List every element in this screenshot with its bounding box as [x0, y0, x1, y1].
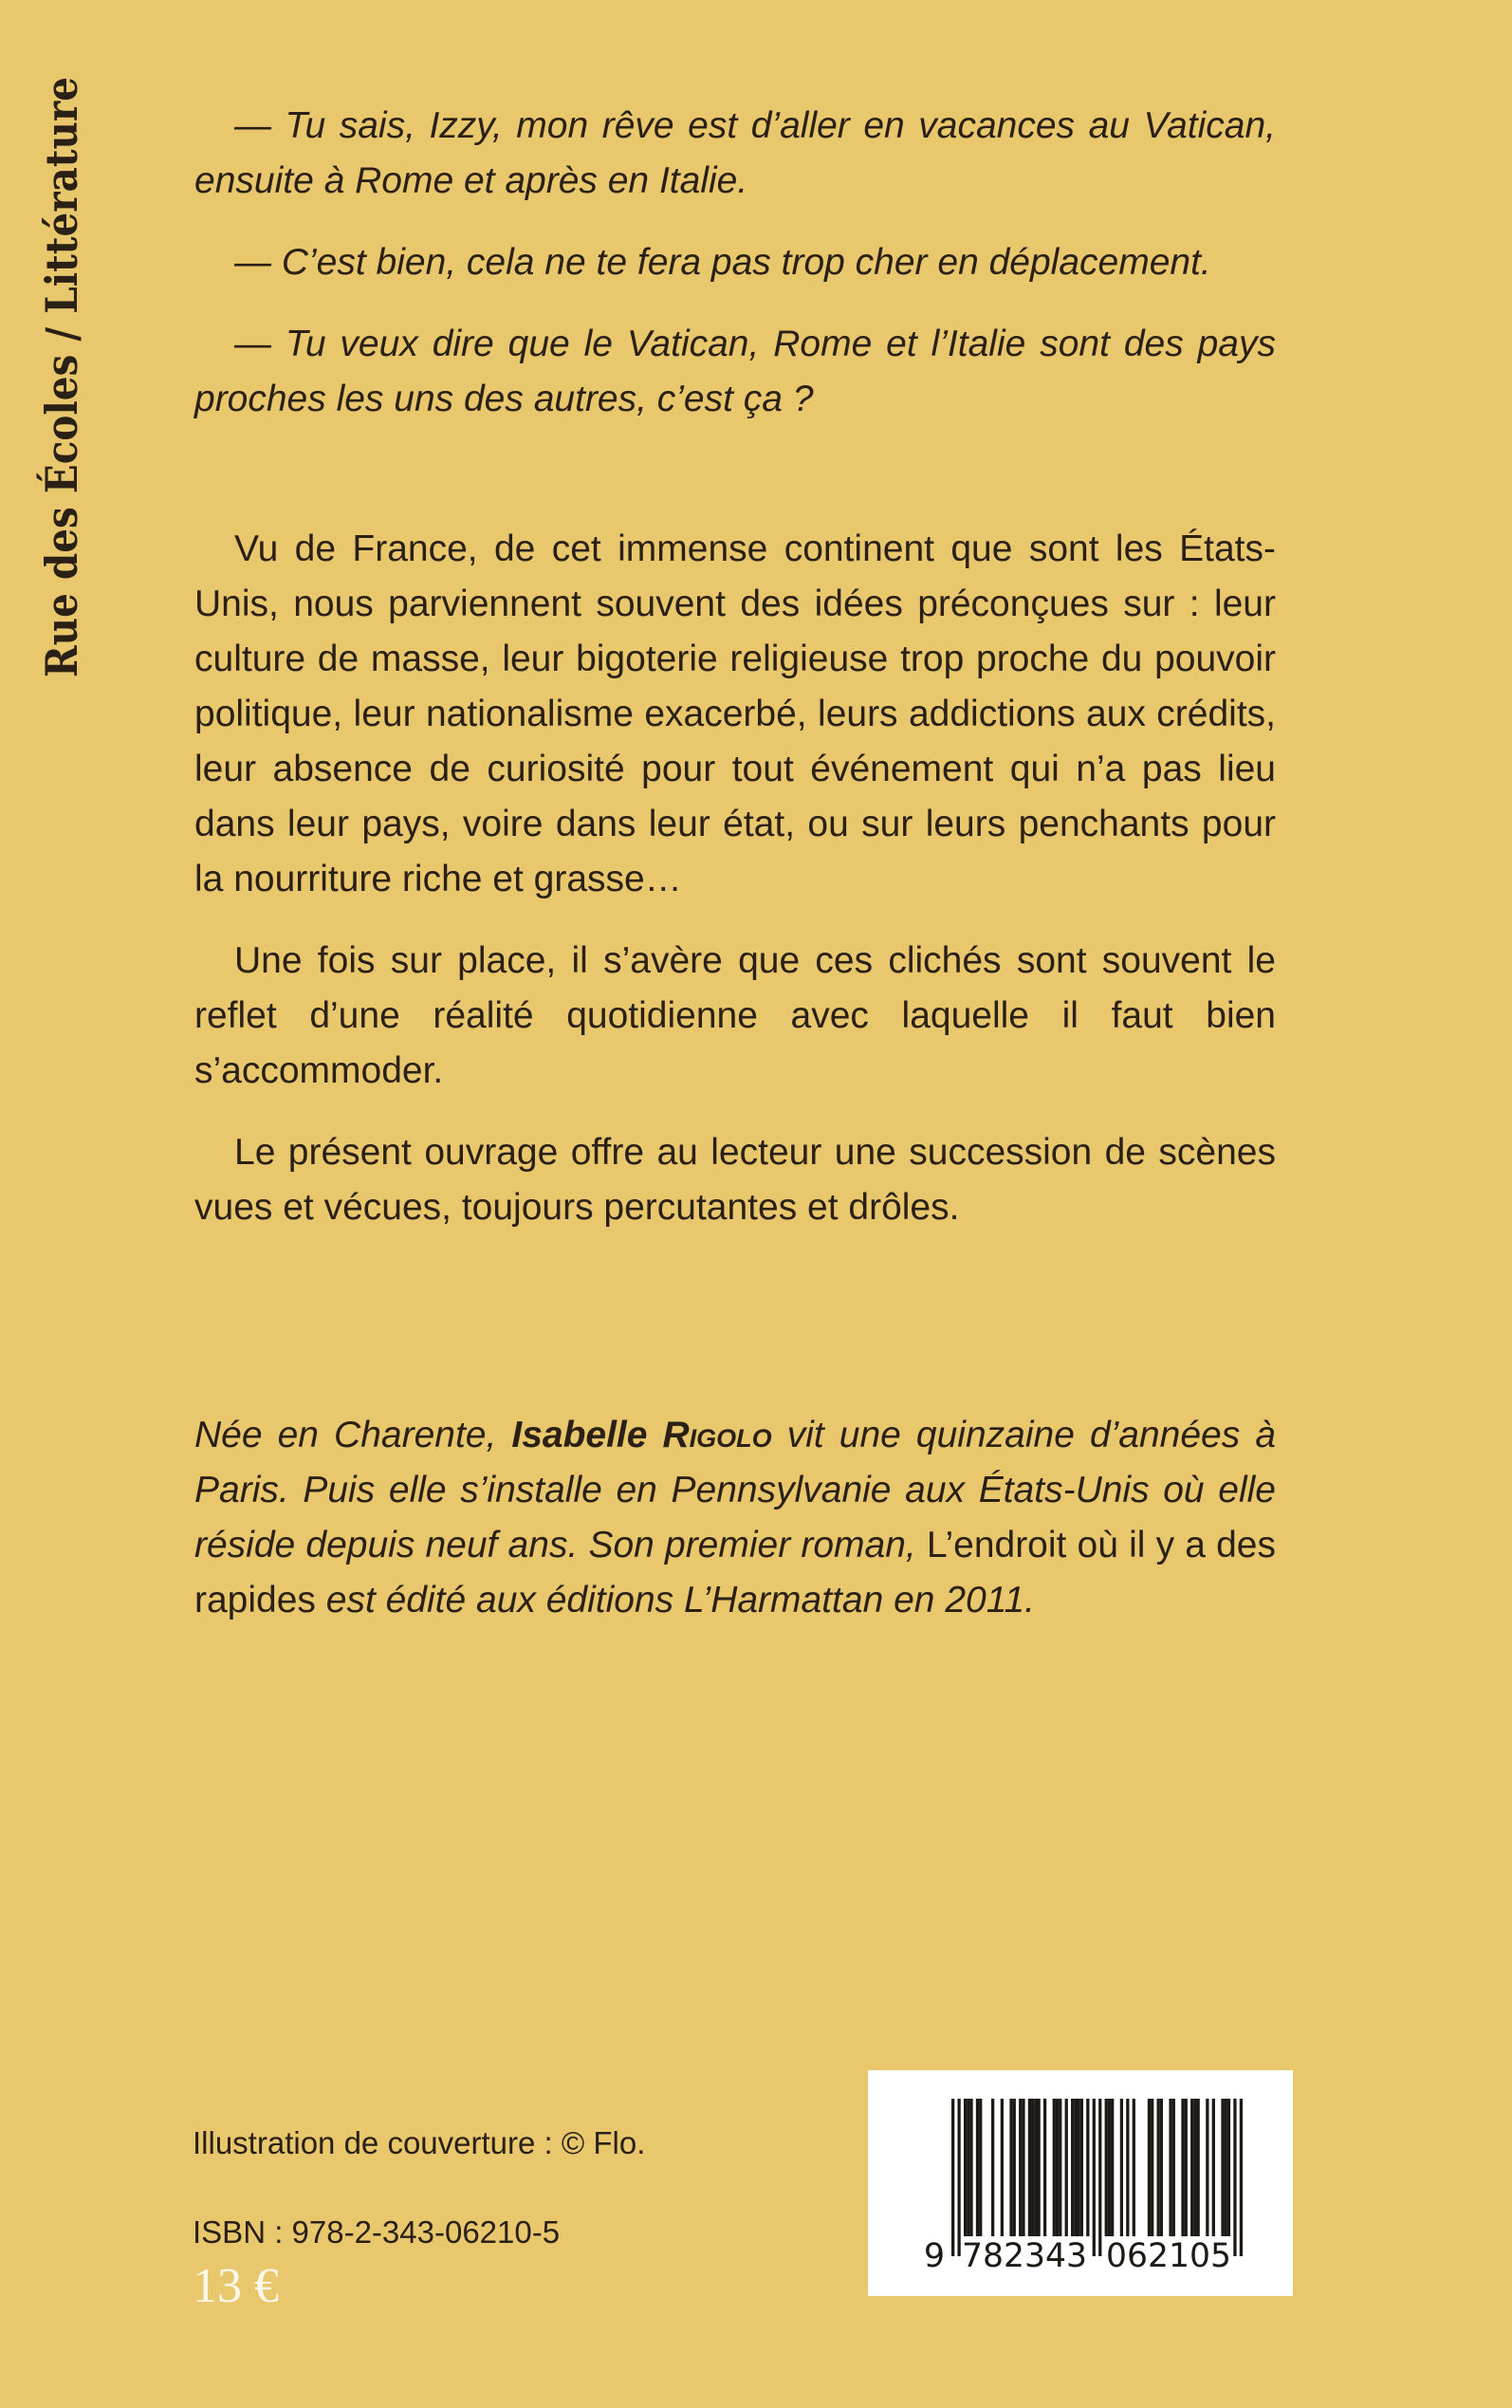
- synopsis-paragraph: Le présent ouvrage offre au lecteur une succession de scènes vues et vécues, toujours percutantes et drôles.: [194, 1132, 1276, 1228]
- author-first-name: Isabelle: [511, 1415, 663, 1455]
- isbn-label: ISBN : 978-2-343-06210-5: [193, 2214, 561, 2250]
- previous-book-title: L’endroit où il y a des rapides: [194, 1525, 1276, 1621]
- author-bio-paragraph: [194, 1408, 1276, 1628]
- bio-text: Née en Charente,: [194, 1415, 512, 1455]
- bio-text: est édité aux éditions L’Harmattan en 2011.: [315, 1580, 1036, 1621]
- author-last-name: Rigolo: [662, 1415, 772, 1455]
- dialogue-section: [194, 99, 1276, 427]
- illustration-credit: Illustration de couverture : © Flo.: [193, 2125, 646, 2160]
- svg-text:062105: 062105: [1106, 2237, 1231, 2275]
- dialogue-paragraph: — Tu sais, Izzy, mon rêve est d’aller en vacances au Vatican, ensuite à Rome et après en Italie.: [194, 105, 1276, 201]
- bio-text: vit une quinzaine d’années à Paris. Puis elle s’installe en Pennsylvanie aux États-Unis où elle réside depuis neuf ans. Son premier roman,: [194, 1415, 1276, 1565]
- dialogue-paragraph: — C’est bien, cela ne te fera pas trop cher en déplacement.: [234, 242, 1211, 283]
- dialogue-paragraph: — Tu veux dire que le Vatican, Rome et l’Italie sont des pays proches les uns des autres, c’est ça ?: [194, 324, 1276, 419]
- collection-spine-label: Rue des Écoles / Littérature: [36, 76, 87, 678]
- svg-text:9: 9: [923, 2237, 946, 2275]
- barcode: [868, 2070, 1293, 2296]
- author-bio-section: [194, 1408, 1276, 1628]
- svg-text:782343: 782343: [962, 2237, 1087, 2275]
- synopsis-paragraph: Vu de France, de cet immense continent que sont les États-Unis, nous parviennent souvent des idées préconçues sur : leur culture de masse, leur bigoterie religieuse trop proche du pouvoir politique, leur nationalisme exacerbé, leurs addictions aux crédits, leur absence de curiosité pour tout événement qui n’a pas lieu dans leur pays, voire dans leur état, ou sur leurs penchants pour la nourriture riche et grasse…: [194, 528, 1276, 899]
- price-label: 13 €: [193, 2259, 279, 2313]
- synopsis-paragraph: Une fois sur place, il s’avère que ces clichés sont souvent le reflet d’une réalité quotidienne avec laquelle il faut bien s’accommoder.: [194, 940, 1276, 1091]
- ean13-barcode-svg: [868, 2070, 1293, 2296]
- synopsis-section: [194, 522, 1276, 1235]
